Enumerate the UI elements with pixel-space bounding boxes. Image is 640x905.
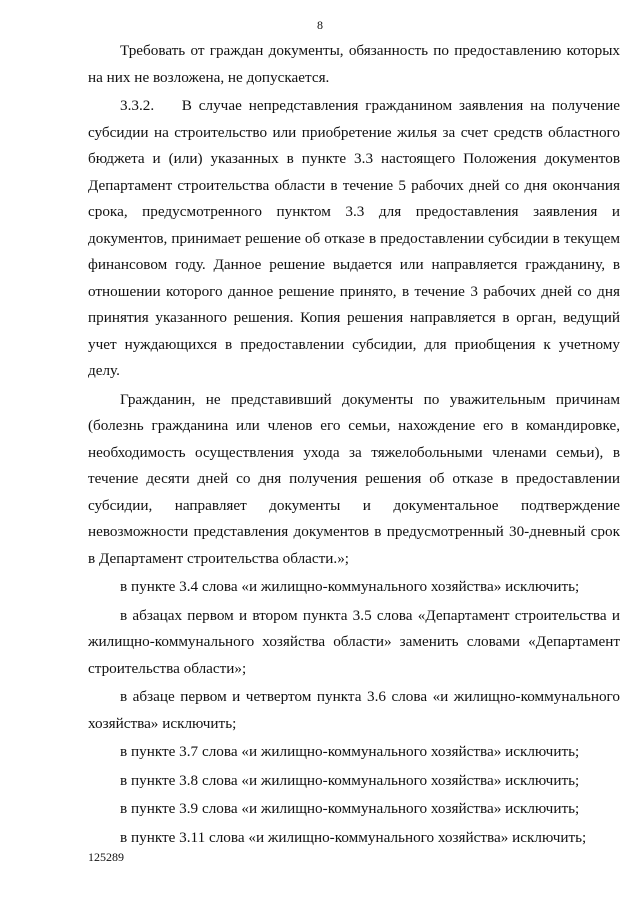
paragraph-1: Требовать от граждан документы, обязанность по предоставлению которых на них не возложена, не допускается. <box>88 42 620 86</box>
paragraph-10: в пункте 3.11 слова «и жилищно-коммунального хозяйства» исключить; <box>120 828 587 846</box>
paragraph-7: в пункте 3.7 слова «и жилищно-коммунального хозяйства» исключить; <box>120 743 580 760</box>
paragraph-3: Гражданин, не представивший документы по уважительным причинам (болезнь гражданина или членов его семьи, нахождение его в командировке, необходимость осуществления ухода за тяжелобольными членами семьи), в течение десяти дней со дня получения решения об отказе в предоставлении субсидии, направляет документы и документальное подтверждение невозможности представления документов в предусмотренный 30-дневный срок в Департамент строительства области.»; <box>88 390 620 567</box>
paragraph-2: 3.3.2. В случае непредставления гражданином заявления на получение субсидии на строительство или приобретение жилья за счет средств областного бюджета и (или) указанных в пункте 3.3 настоящего Положения документов Департамент строительства области в течение 5 рабочих дней со дня окончания срока, предусмотренного пунктом 3.3 для предоставления заявления и документов, принимает решение об отказе в предоставлении субсидии в текущем финансовом году. Данное решение выдается или направляется гражданину, в отношении которого данное решение принято, в течение 3 рабочих дней со дня принятия указанного решения. Копия решения направляется в орган, ведущий учет нуждающихся в предоставлении субсидии, для приобщения к учетному делу. <box>88 97 624 379</box>
paragraph-9: в пункте 3.9 слова «и жилищно-коммунального хозяйства» исключить; <box>120 800 580 817</box>
document-code: 125289 <box>88 850 124 864</box>
paragraph-6: в абзаце первом и четвертом пункта 3.6 слова «и жилищно-коммунального хозяйства» исключить; <box>88 688 620 732</box>
paragraph-5: в абзацах первом и втором пункта 3.5 слова «Департамент строительства и жилищно-коммунального хозяйства области» заменить словами «Департамент строительства области»; <box>88 606 620 677</box>
paragraph-4: в пункте 3.4 слова «и жилищно-коммунального хозяйства» исключить; <box>120 578 580 595</box>
paragraph-8: в пункте 3.8 слова «и жилищно-коммунального хозяйства» исключить; <box>120 771 580 789</box>
page-number: 8 <box>317 18 323 32</box>
document-body <box>88 38 624 851</box>
